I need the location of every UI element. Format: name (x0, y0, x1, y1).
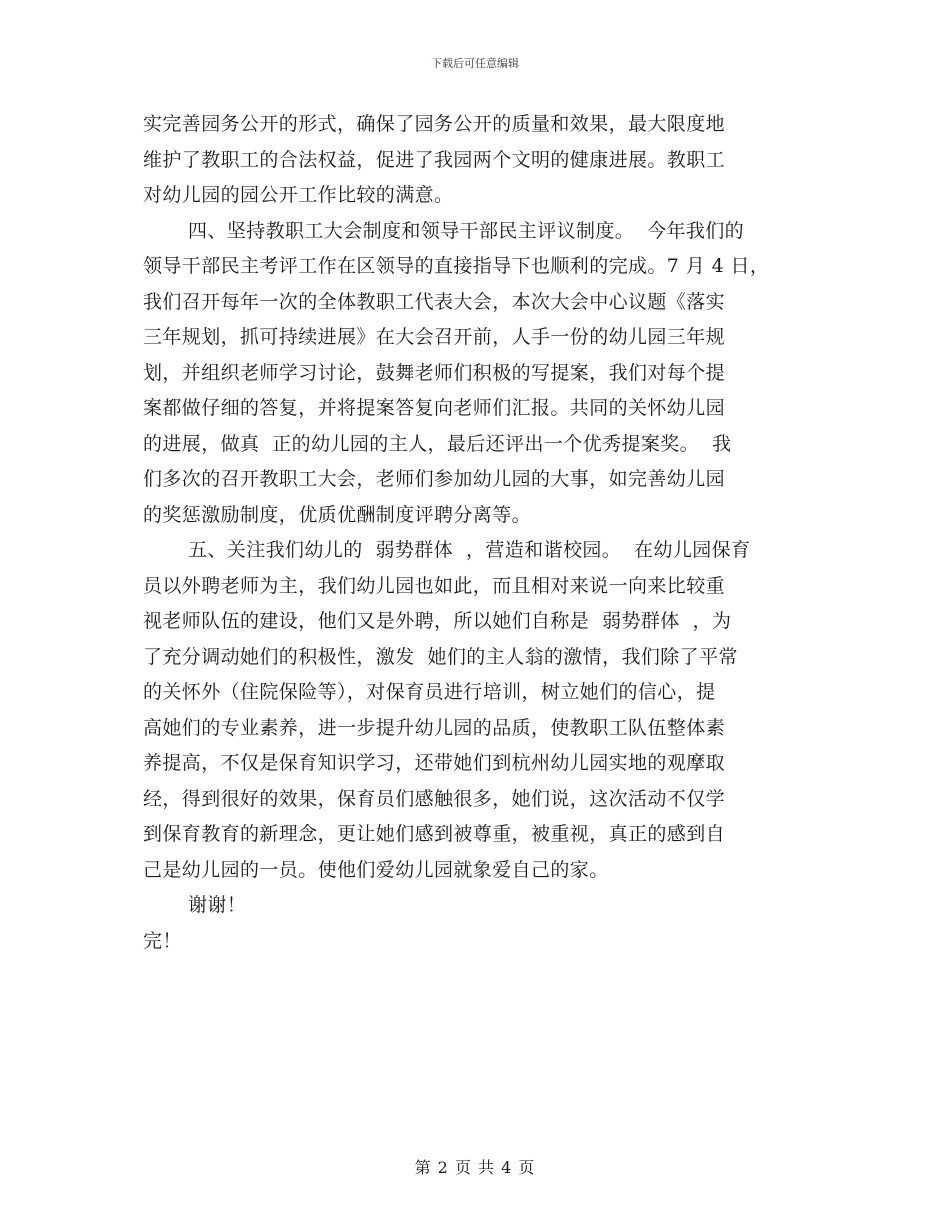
text-line: 到保育教育的新理念，更让她们感到被尊重，被重视，真正的感到自 (143, 823, 726, 845)
thanks-line: 谢谢！ (188, 894, 247, 916)
text-line: 维护了教职工的合法权益，促进了我园两个文明的健康进展。教职工 (143, 148, 726, 171)
text-line: 的关怀外（住院保险等），对保育员进行培训，树立她们的信心，提 (143, 681, 716, 703)
text-line: 五、关注我们幼儿的 弱势群体 ，营造和谐校园。 在幼儿园保育 (188, 539, 751, 561)
text-line: 我们召开每年一次的全体教职工代表大会，本次大会中心议题《落实 (143, 290, 726, 313)
page-number-footer: 第 2 页 共 4 页 (414, 1158, 536, 1177)
text-line: 的进展，做真 正的幼儿园的主人，最后还评出一个优秀提案奖。 我 (143, 432, 732, 455)
text-line: 己是幼儿园的一员。使他们爱幼儿园就象爱自己的家。 (143, 858, 609, 881)
paragraph (143, 533, 823, 888)
text-line: 的奖惩激励制度，优质优酬制度评聘分离等。 (143, 503, 532, 526)
text-line: 员以外聘老师为主，我们幼儿园也如此，而且相对来说一向来比较重 (143, 574, 726, 597)
paragraph (143, 107, 823, 214)
text-line: 领导干部民主考评工作在区领导的直接指导下也顺利的完成。7 月 4 日， (143, 255, 770, 277)
text-line: 案都做仔细的答复，并将提案答复向老师们汇报。共同的关怀幼儿园 (143, 397, 726, 419)
text-line: 划，并组织老师学习讨论，鼓舞老师们积极的写提案，我们对每个提 (143, 361, 726, 384)
text-line: 高她们的专业素养，进一步提升幼儿园的品质，使教职工队伍整体素 (143, 716, 726, 739)
text-line: 四、坚持教职工大会制度和领导干部民主评议制度。 今年我们的 (188, 219, 745, 242)
page-header: 下载后可任意编辑 (431, 57, 519, 70)
text-line: 了充分调动她们的积极性，激发 她们的主人翁的激情，我们除了平常 (143, 645, 738, 668)
text-line: 视老师队伍的建设，他们又是外聘，所以她们自称是 弱势群体 ，为 (143, 610, 732, 632)
text-line: 三年规划，抓可持续进展》在大会召开前，人手一份的幼儿园三年规 (143, 326, 726, 348)
text-line: 对幼儿园的园公开工作比较的满意。 (143, 184, 454, 206)
text-line: 实完善园务公开的形式，确保了园务公开的质量和效果，最大限度地 (143, 113, 726, 135)
document-body (143, 107, 823, 959)
text-line: 养提高，不仅是保育知识学习，还带她们到杭州幼儿园实地的观摩取 (143, 752, 726, 774)
end-mark: 完！ (143, 929, 182, 952)
text-line: 经，得到很好的效果，保育员们感触很多，她们说，这次活动不仅学 (143, 787, 726, 810)
paragraph (143, 214, 823, 534)
text-line: 们多次的召开教职工大会，老师们参加幼儿园的大事，如完善幼儿园 (143, 468, 726, 490)
